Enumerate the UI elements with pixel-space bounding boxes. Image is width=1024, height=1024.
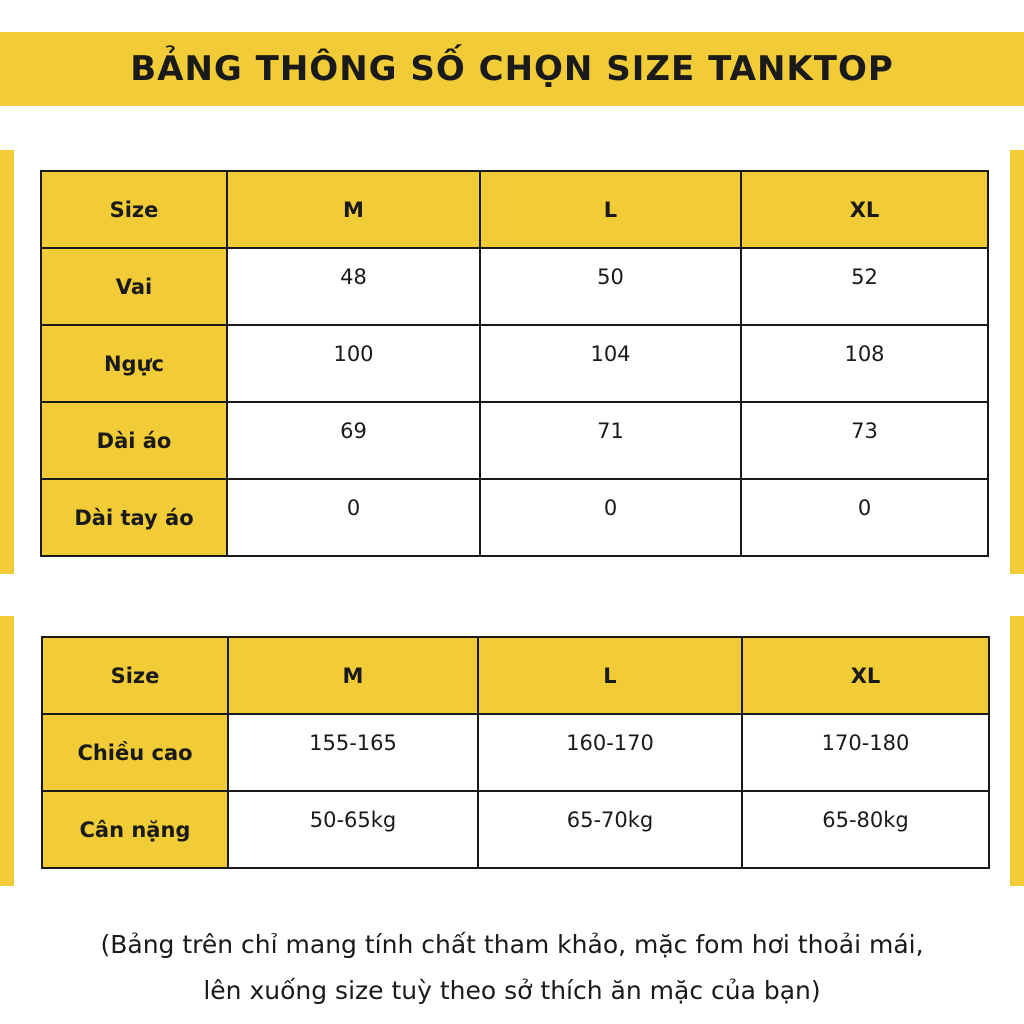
row-label: Vai	[41, 248, 227, 325]
table-row	[42, 791, 989, 868]
table-row	[41, 402, 988, 479]
table-row	[41, 479, 988, 556]
value-cell	[480, 402, 741, 479]
table-header-row	[41, 171, 988, 248]
value-text: 69	[340, 418, 367, 443]
note-line-2: lên xuống size tuỳ theo sở thích ăn mặc của bạn)	[203, 976, 821, 1005]
table-row	[42, 714, 989, 791]
measurement-table	[40, 170, 989, 557]
header-cell: Size	[42, 637, 228, 714]
value-text: 50-65kg	[309, 807, 397, 832]
row-label: Dài tay áo	[41, 479, 227, 556]
value-cell	[480, 325, 741, 402]
value-cell	[228, 714, 478, 791]
value-cell	[741, 325, 988, 402]
table-row	[41, 325, 988, 402]
page-title: BẢNG THÔNG SỐ CHỌN SIZE TANKTOP	[130, 49, 894, 89]
value-cell	[227, 325, 480, 402]
value-cell	[227, 248, 480, 325]
value-cell	[478, 791, 742, 868]
header-cell: M	[228, 637, 478, 714]
value-text: 52	[851, 264, 878, 289]
row-label: Dài áo	[41, 402, 227, 479]
value-cell	[227, 479, 480, 556]
title-banner	[0, 32, 1024, 106]
right-accent-bar-top	[1010, 150, 1024, 574]
value-text: 71	[597, 418, 624, 443]
value-text: 50	[597, 264, 624, 289]
header-cell: L	[478, 637, 742, 714]
value-text: 170-180	[821, 730, 910, 755]
value-text: 100	[333, 341, 374, 366]
row-label: Ngực	[41, 325, 227, 402]
value-text: 65-80kg	[822, 807, 909, 832]
header-cell: Size	[41, 171, 227, 248]
value-text: 0	[603, 495, 618, 520]
left-accent-bar-bottom	[0, 616, 14, 886]
value-cell	[228, 791, 478, 868]
row-label: Chiều cao	[42, 714, 228, 791]
value-text: 0	[346, 495, 361, 520]
table-header-row	[42, 637, 989, 714]
header-cell: M	[227, 171, 480, 248]
right-accent-bar-bottom	[1010, 616, 1024, 886]
value-cell	[478, 714, 742, 791]
value-text: 160-170	[566, 730, 654, 755]
value-text: 73	[851, 418, 878, 443]
row-label: Cân nặng	[42, 791, 228, 868]
value-cell	[741, 248, 988, 325]
value-text: 48	[340, 264, 367, 289]
note-line-1: (Bảng trên chỉ mang tính chất tham khảo, mặc fom hơi thoải mái,	[100, 930, 924, 959]
value-cell	[742, 714, 989, 791]
header-cell: XL	[741, 171, 988, 248]
table-row	[41, 248, 988, 325]
value-text: 108	[844, 341, 885, 366]
value-text: 0	[857, 495, 872, 520]
left-accent-bar-top	[0, 150, 14, 574]
value-cell	[742, 791, 989, 868]
value-cell	[741, 402, 988, 479]
value-text: 155-165	[309, 730, 397, 755]
header-cell: XL	[742, 637, 989, 714]
value-text: 65-70kg	[566, 807, 654, 832]
value-cell	[227, 402, 480, 479]
height-weight-table	[41, 636, 990, 869]
value-cell	[480, 248, 741, 325]
header-cell: L	[480, 171, 741, 248]
value-cell	[741, 479, 988, 556]
value-text: 104	[590, 341, 631, 366]
value-cell	[480, 479, 741, 556]
disclaimer-note	[0, 922, 1024, 1014]
